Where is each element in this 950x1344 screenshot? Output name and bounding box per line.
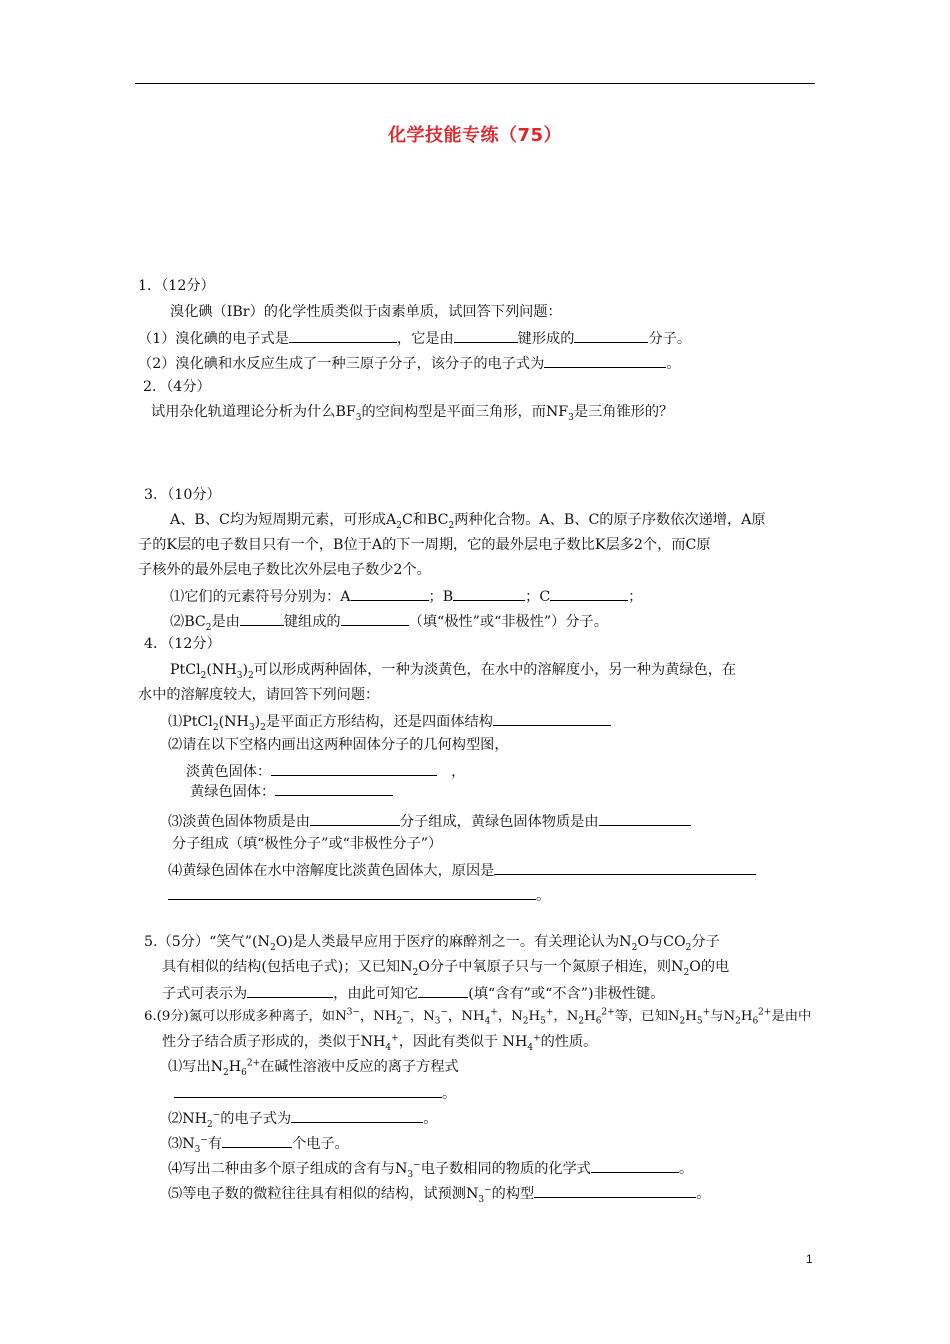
- answer-blank[interactable]: [275, 780, 393, 796]
- answer-blank[interactable]: [291, 1107, 423, 1123]
- q3-part1: ⑴它们的元素符号分别为：A ；B ；C ；: [170, 585, 642, 607]
- q4-part3-cont: 分子组成（填“极性分子”或“非极性分子”）: [172, 836, 443, 852]
- q6-part1-cont: 。: [174, 1082, 456, 1104]
- answer-blank[interactable]: [534, 1182, 696, 1198]
- answer-blank[interactable]: [341, 610, 409, 626]
- answer-blank[interactable]: [174, 1082, 442, 1098]
- answer-blank[interactable]: [222, 1132, 292, 1148]
- q6-part1: ⑴写出$N_2H_6^{2+}$在碱性溶液中反应的离子方程式: [168, 1058, 459, 1078]
- answer-blank[interactable]: [493, 710, 611, 726]
- q5-line3: 子式可表示为 ，由此可知它 (填“含有”或“不含”)非极性键。: [162, 982, 664, 1004]
- answer-blank[interactable]: [351, 585, 429, 601]
- q4-part3: ⑶淡黄色固体物质是由 分子组成，黄绿色固体物质是由: [168, 810, 691, 832]
- q4-part4: ⑷黄绿色固体在水中溶解度比淡黄色固体大，原因是: [168, 859, 756, 881]
- answer-blank[interactable]: [550, 585, 628, 601]
- q6-part2: $⑵NH_2^-$的电子式为 。: [168, 1107, 437, 1129]
- q4-part2-pale-yellow: 淡黄色固体： ，: [186, 760, 465, 782]
- page-number: 1: [806, 1252, 813, 1266]
- q2-text: 试用杂化轨道理论分析为什么$BF_3$的空间构型是平面三角形，而$NF_3$是三角锥形的？: [151, 404, 674, 423]
- answer-blank[interactable]: [599, 810, 691, 826]
- q6-line2: 性分子结合质子形成的，类似于$NH_4^+$，因此有类似于 $NH_4^+$的性质。: [162, 1033, 598, 1053]
- q6-part3: $⑶N_3^-$有 个电子。: [168, 1132, 349, 1154]
- answer-blank[interactable]: [247, 982, 333, 998]
- q4-part1: $⑴PtCl_2(NH_3)_2$是平面正方形结构，还是四面体结构: [168, 710, 611, 732]
- q1-part2: （2）溴化碘和水反应生成了一种三原子分子，该分子的电子式为 。: [138, 352, 680, 374]
- q5-line1: 5.（5分）“笑气$”(N_2O)$是人类最早应用于医疗的麻醉剂之一。有关理论认为$N_2O$与$CO_2$分子: [144, 934, 720, 953]
- q2-head: 2．（4分）: [143, 379, 211, 395]
- answer-blank[interactable]: [453, 585, 525, 601]
- answer-blank[interactable]: [454, 327, 518, 343]
- q3-line2: 子的K层的电子数目只有一个，B位于A的下一周期，它的最外层电子数比K层多2个，而C原: [138, 537, 711, 553]
- answer-blank[interactable]: [418, 982, 468, 998]
- q4-head: 4．（12分）: [144, 636, 221, 652]
- q4-line2: 水中的溶解度较大，请回答下列问题：: [138, 687, 380, 703]
- q4-part2-yellow-green: 黄绿色固体：: [190, 780, 393, 802]
- q3-line3: 子核外的最外层电子数比次外层电子数少2个。: [138, 562, 431, 578]
- answer-blank[interactable]: [310, 810, 400, 826]
- answer-blank[interactable]: [289, 327, 397, 343]
- q6-part4: ⑷写出二种由多个原子组成的含有与$N_3^-$电子数相同的物质的化学式 。: [168, 1157, 693, 1179]
- q1-intro: 溴化碘（IBr）的化学性质类似于卤素单质，试回答下列问题：: [170, 304, 562, 320]
- q4-part4-cont: 。: [168, 884, 550, 906]
- q1-head: 1．（12分）: [138, 278, 215, 294]
- answer-blank[interactable]: [544, 352, 666, 368]
- q4-line1: $PtCl_2(NH_3)_2$可以形成两种固体，一种为淡黄色，在水中的溶解度小，另一种为黄绿色，在: [170, 662, 737, 681]
- q3-head: 3．（10分）: [144, 487, 221, 503]
- answer-blank[interactable]: [574, 327, 648, 343]
- q1-part1: （1）溴化碘的电子式是 ，它是由 键形成的 分子。: [138, 327, 691, 349]
- answer-blank[interactable]: [168, 884, 536, 900]
- answer-blank[interactable]: [591, 1157, 679, 1173]
- q5-line2: 具有相似的结构(包括电子式)；又已知$N_2O$分子中氧原子只与一个氮原子相连，则$N_2O$的电: [162, 959, 730, 978]
- q3-line1: A、B、C均为短周期元素，可形成$A_2C$和$BC_2$两种化合物。A、B、C的原子序数依次递增，A原: [170, 512, 766, 531]
- q3-part2: $⑵BC_2$是由 键组成的 （填“极性”或“非极性”）分子。: [170, 610, 608, 632]
- answer-blank[interactable]: [494, 859, 756, 875]
- q6-part5: ⑸等电子数的微粒往往具有相似的结构，试预测$N_3^-$的构型 。: [168, 1182, 710, 1204]
- header-rule: [135, 83, 815, 84]
- answer-blank[interactable]: [240, 610, 284, 626]
- answer-blank[interactable]: [271, 760, 437, 776]
- page-title: 化学技能专练（75）: [387, 125, 563, 146]
- q6-line1: 6.(9分)氮可以形成多种离子，如$N^{3-}$，$NH_2^-$，$N_3^-$，$NH_4^+$，$N_2H_5^+$，$N_2H_6^{2+}$等，已知$N_2H_5^+$与$N_2H_6^{2+}$是由中: [144, 1007, 812, 1027]
- q4-part2: ⑵请在以下空格内画出这两种固体分子的几何构型图，: [168, 737, 509, 753]
